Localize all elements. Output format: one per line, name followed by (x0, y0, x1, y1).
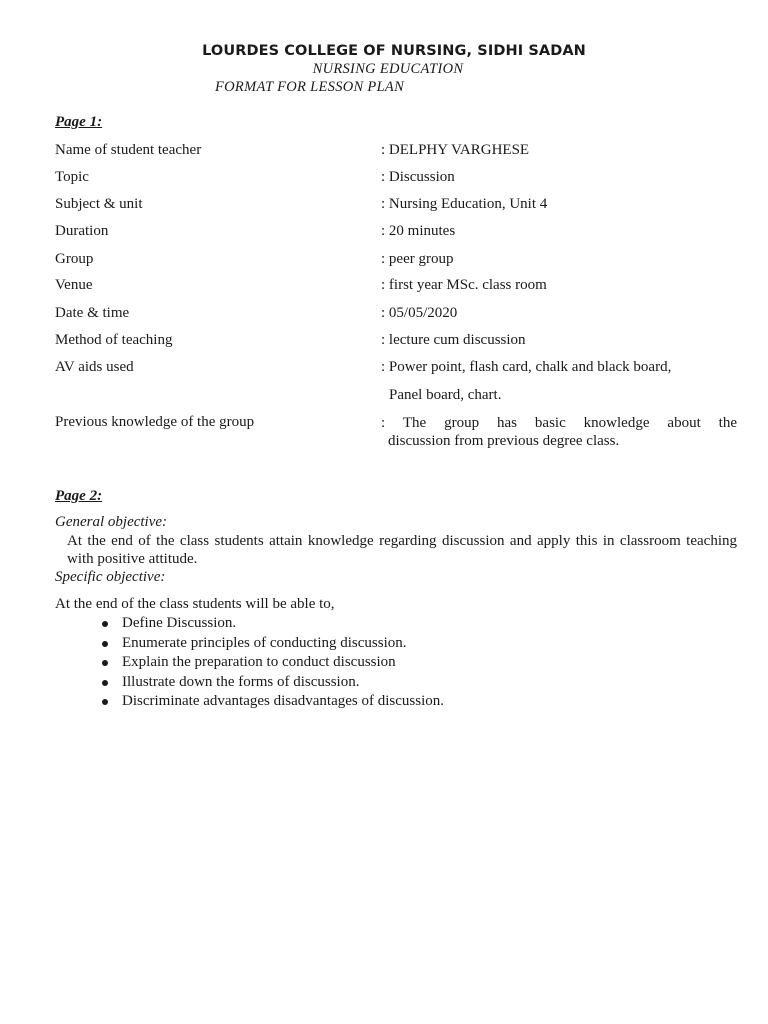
page1-label: Page 1: (55, 114, 103, 130)
row-value-date-time: : 05/05/2020 (381, 305, 458, 321)
row-value-av-aids-continued: Panel board, chart. (389, 387, 502, 403)
row-value-group: : peer group (381, 251, 454, 267)
specific-objective-intro: At the end of the class students will be able to, (55, 596, 335, 612)
row-label-subject-unit: Subject & unit (55, 196, 143, 212)
row-label-group: Group (55, 251, 94, 267)
general-objective-text: At the end of the class students attain knowledge regarding discussion and apply this in classroom teaching with positive attitude. (67, 533, 737, 567)
objectives-list (100, 614, 444, 712)
general-objective-title: General objective: (55, 514, 168, 530)
department-title: NURSING EDUCATION (312, 61, 464, 77)
row-label-topic: Topic (55, 169, 89, 185)
previous-knowledge-line1: : The group has basic knowledge about the (381, 415, 737, 431)
row-label-venue: Venue (55, 277, 93, 293)
list-item: Explain the preparation to conduct discussion (100, 653, 444, 673)
list-item: Define Discussion. (100, 614, 444, 634)
row-value-subject-unit: : Nursing Education, Unit 4 (381, 196, 548, 212)
row-label-duration: Duration (55, 223, 109, 239)
format-title: FORMAT FOR LESSON PLAN (215, 79, 405, 95)
row-value-previous-knowledge (381, 414, 737, 450)
row-value-student-teacher: : DELPHY VARGHESE (381, 142, 530, 158)
row-label-date-time: Date & time (55, 305, 130, 321)
row-label-previous-knowledge: Previous knowledge of the group (55, 414, 255, 430)
specific-objective-title: Specific objective: (55, 569, 166, 585)
row-value-av-aids: : Power point, flash card, chalk and black board, (381, 359, 672, 375)
row-value-venue: : first year MSc. class room (381, 277, 547, 293)
previous-knowledge-line2: discussion from previous degree class. (388, 433, 620, 449)
row-value-topic: : Discussion (381, 169, 455, 185)
row-label-student-teacher: Name of student teacher (55, 142, 202, 158)
list-item: Discriminate advantages disadvantages of discussion. (100, 692, 444, 712)
list-item: Illustrate down the forms of discussion. (100, 673, 444, 693)
row-label-av-aids: AV aids used (55, 359, 134, 375)
row-value-method: : lecture cum discussion (381, 332, 526, 348)
college-title: LOURDES COLLEGE OF NURSING, SIDHI SADAN (202, 43, 586, 59)
row-value-duration: : 20 minutes (381, 223, 456, 239)
page2-label: Page 2: (55, 488, 103, 504)
row-label-method: Method of teaching (55, 332, 173, 348)
list-item: Enumerate principles of conducting discussion. (100, 634, 444, 654)
